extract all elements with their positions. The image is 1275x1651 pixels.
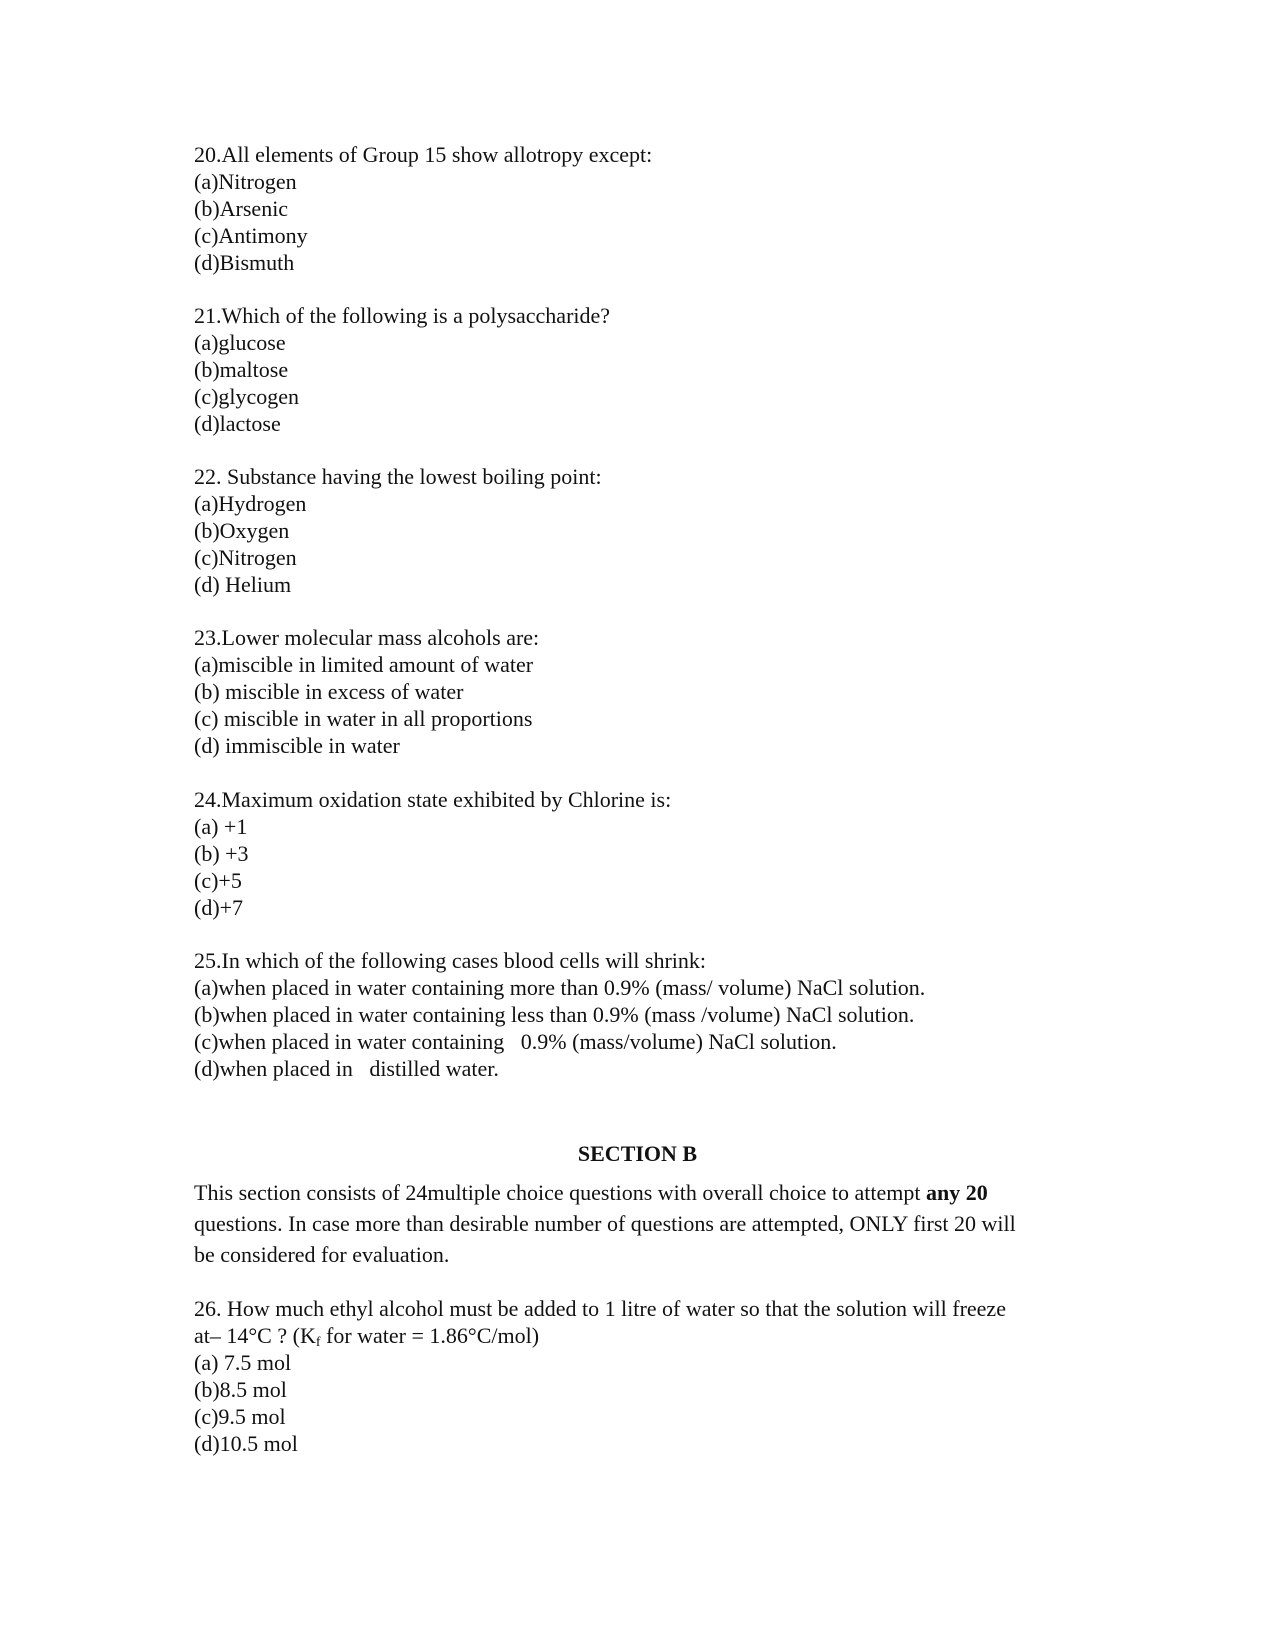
- option-b: (b) +3: [194, 841, 249, 866]
- option-c: (c)glycogen: [194, 384, 300, 409]
- option-c: (c)Antimony: [194, 223, 308, 248]
- section-instructions: [194, 1177, 1094, 1270]
- option-d: (d)+7: [194, 895, 244, 920]
- option-c: (c)Nitrogen: [194, 545, 297, 570]
- option-d: (d)when placed in distilled water.: [194, 1056, 499, 1081]
- option-b: (b)maltose: [194, 357, 289, 382]
- option-c: (c)+5: [194, 868, 242, 893]
- question-20: [194, 141, 1094, 276]
- option-c: (c) miscible in water in all proportions: [194, 706, 533, 731]
- option-c: (c)when placed in water containing 0.9% (mass/volume) NaCl solution.: [194, 1029, 837, 1054]
- option-a: (a)Nitrogen: [194, 169, 297, 194]
- option-a: (a)when placed in water containing more than 0.9% (mass/ volume) NaCl solution.: [194, 975, 926, 1000]
- option-a: (a)miscible in limited amount of water: [194, 652, 534, 677]
- question-stem: 25.In which of the following cases blood cells will shrink:: [194, 948, 707, 973]
- instructions-emphasis: any 20: [925, 1180, 988, 1205]
- question-24: [194, 786, 1094, 921]
- option-a: (a)Hydrogen: [194, 491, 307, 516]
- question-21: [194, 302, 1094, 437]
- option-b: (b)Arsenic: [194, 196, 289, 221]
- subscript: f: [315, 1335, 321, 1350]
- option-d: (d) immiscible in water: [194, 733, 400, 758]
- option-b: (b) miscible in excess of water: [194, 679, 464, 704]
- question-stem: 24.Maximum oxidation state exhibited by Chlorine is:: [194, 787, 672, 812]
- question-stem: 20.All elements of Group 15 show allotropy except:: [194, 142, 653, 167]
- instructions-line-2: questions. In case more than desirable number of questions are attempted, ONLY first 20 will: [194, 1211, 1016, 1236]
- option-b: (b)when placed in water containing less than 0.9% (mass /volume) NaCl solution.: [194, 1002, 915, 1027]
- option-b: (b)8.5 mol: [194, 1377, 287, 1402]
- question-stem: 22. Substance having the lowest boiling point:: [194, 464, 602, 489]
- question-stem: 21.Which of the following is a polysaccharide?: [194, 303, 611, 328]
- question-stem-continued: [194, 1322, 1094, 1349]
- option-a: (a)glucose: [194, 330, 286, 355]
- stem-text-end: for water = 1.86°C/mol): [320, 1323, 540, 1348]
- option-b: (b)Oxygen: [194, 518, 290, 543]
- stem-text: at– 14°C ? (K: [194, 1323, 316, 1348]
- question-stem: 26. How much ethyl alcohol must be added to 1 litre of water so that the solution will freeze: [194, 1296, 1006, 1321]
- option-a: (a) +1: [194, 814, 248, 839]
- question-23: [194, 624, 1094, 759]
- option-d: (d)Bismuth: [194, 250, 295, 275]
- option-d: (d)lactose: [194, 411, 281, 436]
- instructions-line-3: be considered for evaluation.: [194, 1242, 450, 1267]
- option-d: (d) Helium: [194, 572, 292, 597]
- question-22: [194, 463, 1094, 598]
- option-a: (a) 7.5 mol: [194, 1350, 292, 1375]
- instructions-line-1: [194, 1177, 1094, 1208]
- instructions-text: This section consists of 24multiple choice questions with overall choice to attempt: [194, 1180, 926, 1205]
- question-25: [194, 947, 1094, 1082]
- option-c: (c)9.5 mol: [194, 1404, 286, 1429]
- option-d: (d)10.5 mol: [194, 1431, 298, 1456]
- section-title: SECTION B: [577, 1141, 698, 1166]
- question-stem: 23.Lower molecular mass alcohols are:: [194, 625, 540, 650]
- question-26: [194, 1295, 1094, 1457]
